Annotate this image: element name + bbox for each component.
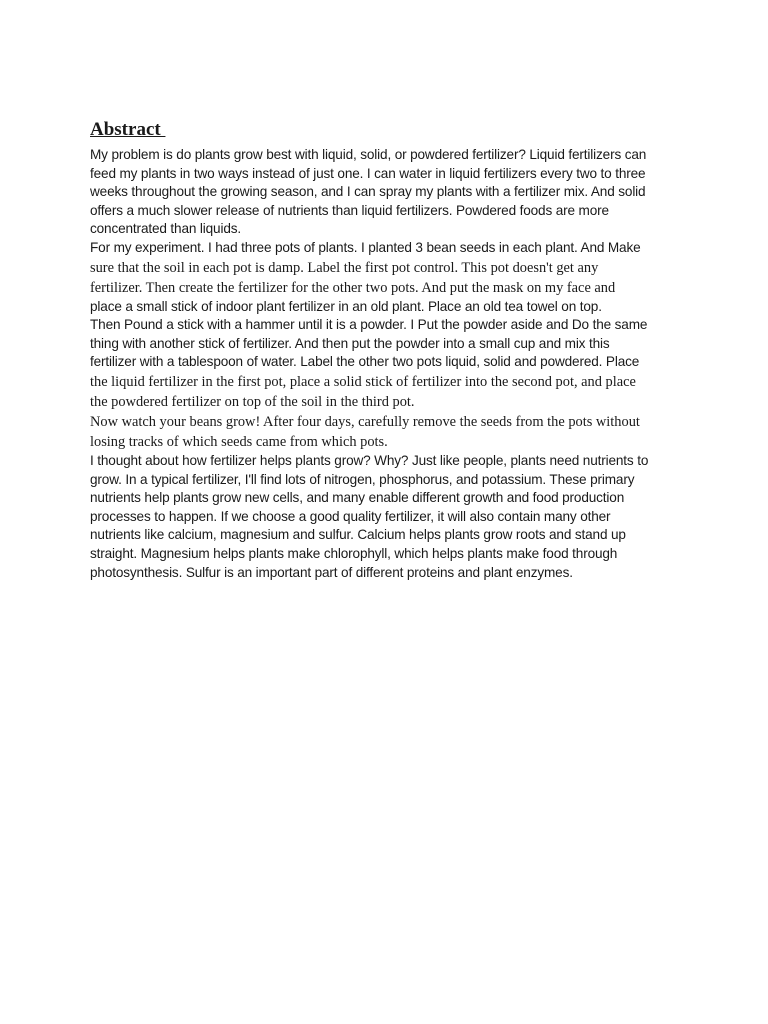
text-line: thing with another stick of fertilizer. And then put the powder into a small cup and mix this	[90, 335, 610, 351]
text-line: photosynthesis. Sulfur is an important part of different proteins and plant enzymes.	[90, 564, 573, 580]
text-line: concentrated than liquids.	[90, 221, 242, 237]
text-line: nutrients help plants grow new cells, and many enable different growth and food production	[90, 490, 625, 506]
document-content	[90, 118, 686, 582]
text-line: My problem is do plants grow best with liquid, solid, or powdered fertilizer? Liquid fertilizers can	[90, 147, 647, 162]
text-line: nutrients like calcium, magnesium and sulfur. Calcium helps plants grow roots and stand up	[90, 527, 626, 543]
abstract-heading: Abstract	[90, 119, 166, 140]
text-line: fertilizer. Then create the fertilizer for the other two pots. And put the mask on my face and	[90, 279, 616, 296]
text-line: place a small stick of indoor plant fertilizer in an old plant. Place an old tea towel on top.	[90, 298, 602, 314]
text-line: Now watch your beans grow! After four days, carefully remove the seeds from the pots without	[90, 413, 640, 430]
text-line: grow. In a typical fertilizer, I'll find lots of nitrogen, phosphorus, and potassium. These primary	[90, 471, 635, 487]
text-line: losing tracks of which seeds came from which pots.	[90, 433, 388, 450]
text-line: processes to happen. If we choose a good quality fertilizer, it will also contain many other	[90, 508, 611, 524]
text-line: the liquid fertilizer in the first pot, place a solid stick of fertilizer into the second pot, and place	[90, 373, 636, 390]
text-line: the powdered fertilizer on top of the soil in the third pot.	[90, 393, 415, 410]
text-line: For my experiment. I had three pots of plants. I planted 3 bean seeds in each plant. And Make	[90, 239, 641, 255]
text-line: weeks throughout the growing season, and I can spray my plants with a fertilizer mix. And solid	[90, 184, 646, 200]
text-line: fertilizer with a tablespoon of water. Label the other two pots liquid, solid and powdered. Place	[90, 354, 640, 370]
text-line: offers a much slower release of nutrients than liquid fertilizers. Powdered foods are more	[90, 202, 609, 218]
text-line: Then Pound a stick with a hammer until it is a powder. I Put the powder aside and Do the same	[90, 317, 648, 333]
text-line: straight. Magnesium helps plants make chlorophyll, which helps plants make food through	[90, 545, 618, 561]
abstract-body	[90, 146, 686, 582]
text-line: sure that the soil in each pot is damp. Label the first pot control. This pot doesn't get any	[90, 259, 599, 276]
text-line: feed my plants in two ways instead of just one. I can water in liquid fertilizers every two to three	[90, 165, 646, 181]
text-line: I thought about how fertilizer helps plants grow? Why? Just like people, plants need nutrients to	[90, 452, 649, 468]
